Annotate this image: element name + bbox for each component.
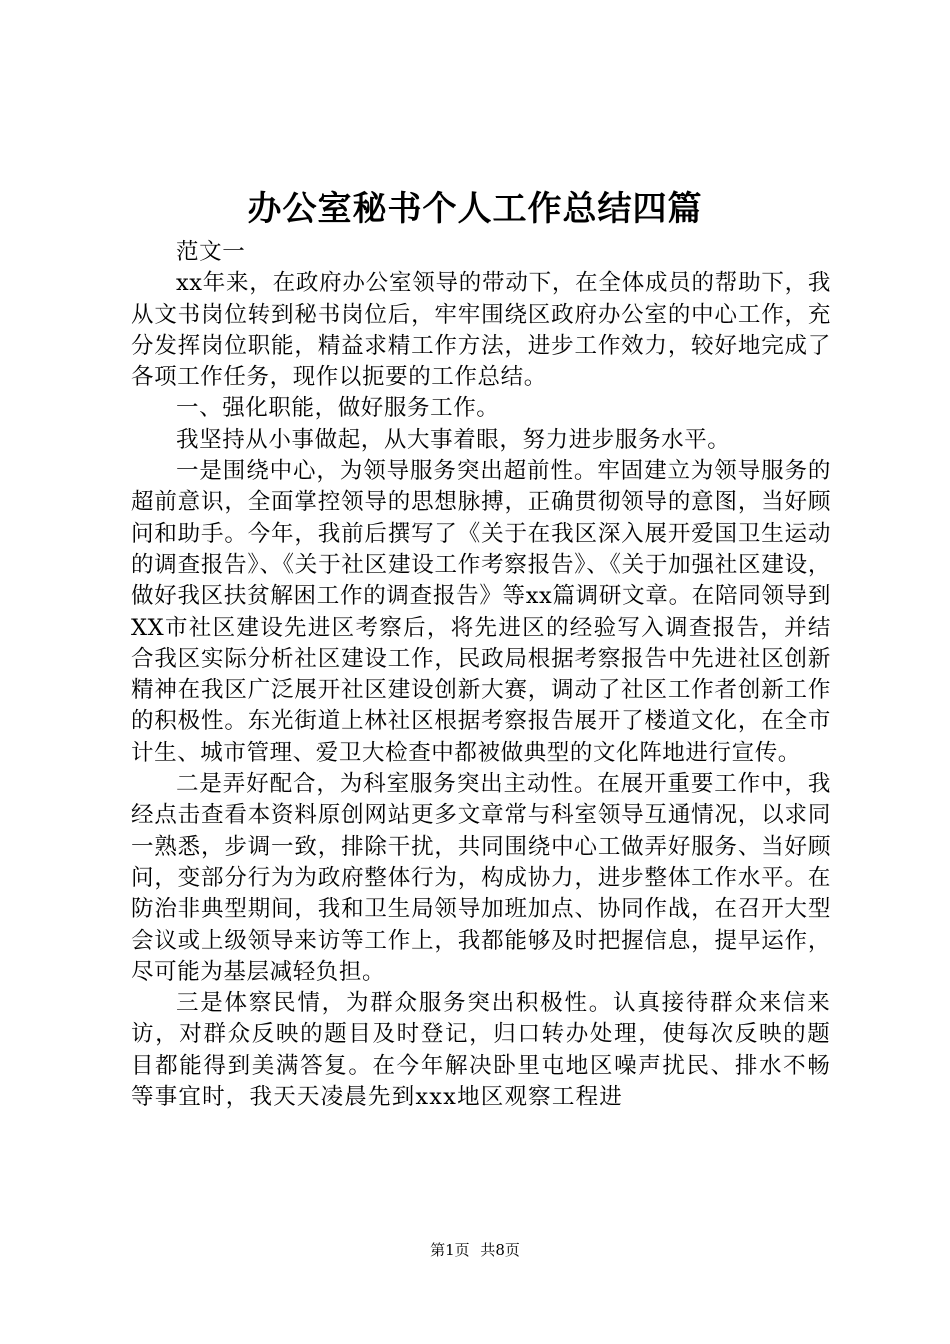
section-heading-fanwen: 范文一 xyxy=(176,239,246,265)
paragraph-point-2: 二是弄好配合，为科室服务突出主动性。在展开重要工作中，我经点击查看本资料原创网站更多文章常与科室领导互通情况，以求同一熟悉，步调一致，排除干扰，共同围绕中心工做弄好服务、当好顾问，变部分行为为政府整体行为，构成协力，进步整体工作水平。在防治非典型期间，我和卫生局领导加班加点、协同作战，在召开大型会议或上级领导来访等工作上，我都能够及时把握信息，提早运作，尽可能为基层减轻负担。 xyxy=(131,771,831,985)
page-total: 共8页 xyxy=(480,1241,520,1259)
page-number: 第1页 xyxy=(430,1241,470,1259)
document-body xyxy=(131,237,831,1113)
document-title: 办公室秘书个人工作总结四篇 xyxy=(247,189,703,229)
paragraph-intro: xx年来，在政府办公室领导的带动下，在全体成员的帮助下，我从文书岗位转到秘书岗位后，牢牢围绕区政府办公室的中心工作，充分发挥岗位职能，精益求精工作方法，进步工作效力，较好地完成了各项工作任务，现作以扼要的工作总结。 xyxy=(131,270,831,391)
paragraph-point-1: 一是围绕中心，为领导服务突出超前性。牢固建立为领导服务的超前意识，全面掌控领导的思想脉搏，正确贯彻领导的意图，当好顾问和助手。今年，我前后撰写了《关于在我区深入展开爱国卫生运动的调查报告》、《关于社区建设工作考察报告》、《关于加强社区建设，做好我区扶贫解困工作的调查报告》等xx篇调研文章。在陪同领导到XX市社区建设先进区考察后，将先进区的经验写入调查报告，并结合我区实际分析社区建设工作，民政局根据考察报告中先进社区创新精神在我区广泛展开社区建设创新大赛，调动了社区工作者创新工作的积极性。东光街道上林社区根据考察报告展开了楼道文化，在全市计生、城市管理、爱卫大检查中都被做典型的文化阵地进行宣传。 xyxy=(131,458,831,766)
paragraph-point-3: 三是体察民情，为群众服务突出积极性。认真接待群众来信来访，对群众反映的题目及时登记，归口转办处理，使每次反映的题目都能得到美满答复。在今年解决卧里屯地区噪声扰民、排水不畅等事宜时，我天天凌晨先到xxx地区观察工程进 xyxy=(131,990,831,1111)
section-heading-1: 一、强化职能，做好服务工作。 xyxy=(176,395,500,422)
paragraph-summary: 我坚持从小事做起，从大事着眼，努力进步服务水平。 xyxy=(176,426,731,453)
page-footer xyxy=(0,1240,950,1260)
